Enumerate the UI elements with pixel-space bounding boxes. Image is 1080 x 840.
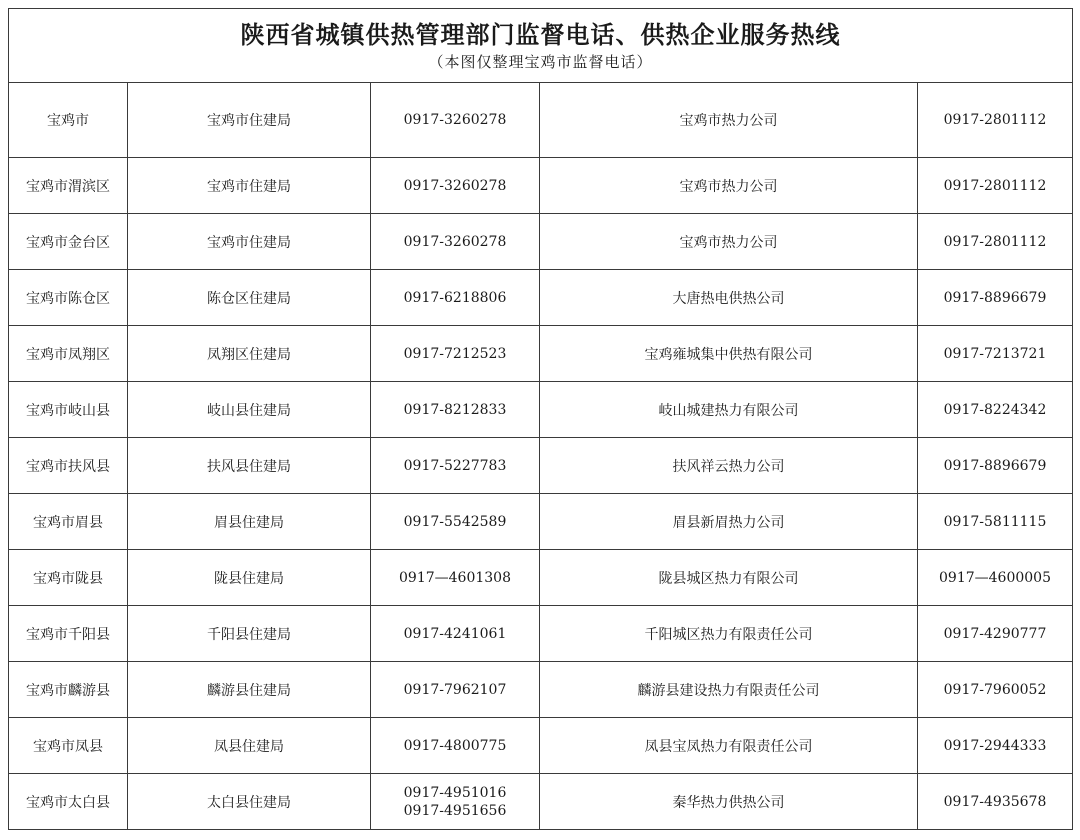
area-cell: 宝鸡市陇县: [9, 550, 128, 606]
bureau-phone-cell: 0917-7212523: [371, 326, 540, 382]
bureau-cell: 扶风县住建局: [128, 438, 371, 494]
area-cell: 宝鸡市千阳县: [9, 606, 128, 662]
table-row: [9, 83, 1073, 158]
table-row: [9, 662, 1073, 718]
company-cell: 宝鸡市热力公司: [540, 214, 918, 270]
company-phone-cell: 0917-7213721: [918, 326, 1073, 382]
company-phone-cell: 0917-2801112: [918, 214, 1073, 270]
area-cell: 宝鸡市陈仓区: [9, 270, 128, 326]
bureau-cell: 眉县住建局: [128, 494, 371, 550]
bureau-cell: 千阳县住建局: [128, 606, 371, 662]
bureau-cell: 凤县住建局: [128, 718, 371, 774]
bureau-cell: 太白县住建局: [128, 774, 371, 830]
page-title: 陕西省城镇供热管理部门监督电话、供热企业服务热线: [240, 20, 841, 49]
area-cell: 宝鸡市岐山县: [9, 382, 128, 438]
bureau-cell: 陇县住建局: [128, 550, 371, 606]
bureau-cell: 陈仓区住建局: [128, 270, 371, 326]
bureau-cell: 宝鸡市住建局: [128, 83, 371, 158]
bureau-cell: 凤翔区住建局: [128, 326, 371, 382]
bureau-phone-cell: 0917-4241061: [371, 606, 540, 662]
company-phone-cell: 0917-5811115: [918, 494, 1073, 550]
area-cell: 宝鸡市渭滨区: [9, 158, 128, 214]
company-cell: 凤县宝凤热力有限责任公司: [540, 718, 918, 774]
table-row: [9, 158, 1073, 214]
table-row: [9, 550, 1073, 606]
bureau-phone-cell: 0917-5542589: [371, 494, 540, 550]
bureau-phone-line-2: 0917-4951656: [403, 802, 507, 819]
table-row: [9, 382, 1073, 438]
bureau-phone-cell: 0917—4601308: [371, 550, 540, 606]
table-row: [9, 494, 1073, 550]
table-row: [9, 326, 1073, 382]
company-cell: 扶风祥云热力公司: [540, 438, 918, 494]
company-cell: 千阳城区热力有限责任公司: [540, 606, 918, 662]
table-row: [9, 606, 1073, 662]
company-phone-cell: 0917-8896679: [918, 438, 1073, 494]
area-cell: 宝鸡市扶风县: [9, 438, 128, 494]
area-cell: 宝鸡市麟游县: [9, 662, 128, 718]
company-phone-cell: 0917-2944333: [918, 718, 1073, 774]
area-cell: 宝鸡市: [9, 83, 128, 158]
page-subtitle: （本图仅整理宝鸡市监督电话）: [428, 52, 653, 71]
table-row: [9, 270, 1073, 326]
company-phone-cell: 0917-8896679: [918, 270, 1073, 326]
bureau-phone-cell: 0917-5227783: [371, 438, 540, 494]
company-cell: 宝鸡市热力公司: [540, 83, 918, 158]
bureau-cell: 麟游县住建局: [128, 662, 371, 718]
company-phone-cell: 0917-2801112: [918, 83, 1073, 158]
bureau-phone-cell: 0917-3260278: [371, 158, 540, 214]
bureau-phone-cell: 0917-3260278: [371, 83, 540, 158]
table-header: [9, 9, 1073, 83]
company-cell: 秦华热力供热公司: [540, 774, 918, 830]
company-cell: 眉县新眉热力公司: [540, 494, 918, 550]
bureau-phone-cell: 0917-8212833: [371, 382, 540, 438]
table-row: [9, 774, 1073, 830]
area-cell: 宝鸡市凤县: [9, 718, 128, 774]
bureau-phone-line: 0917-4951016: [403, 784, 507, 801]
hotline-table: [8, 8, 1073, 830]
company-phone-cell: 0917-4935678: [918, 774, 1073, 830]
bureau-cell: 宝鸡市住建局: [128, 158, 371, 214]
bureau-phone-cell: 0917-4800775: [371, 718, 540, 774]
company-phone-cell: 0917-2801112: [918, 158, 1073, 214]
table-row: [9, 214, 1073, 270]
bureau-cell: 宝鸡市住建局: [128, 214, 371, 270]
bureau-phone-cell: 0917-7962107: [371, 662, 540, 718]
bureau-phone-cell: 0917-6218806: [371, 270, 540, 326]
bureau-phone-cell: [371, 774, 540, 830]
company-cell: 宝鸡市热力公司: [540, 158, 918, 214]
bureau-phone-cell: 0917-3260278: [371, 214, 540, 270]
bureau-cell: 岐山县住建局: [128, 382, 371, 438]
table-row: [9, 438, 1073, 494]
company-cell: 大唐热电供热公司: [540, 270, 918, 326]
table-row: [9, 718, 1073, 774]
area-cell: 宝鸡市眉县: [9, 494, 128, 550]
company-phone-cell: 0917-8224342: [918, 382, 1073, 438]
company-cell: 岐山城建热力有限公司: [540, 382, 918, 438]
area-cell: 宝鸡市凤翔区: [9, 326, 128, 382]
company-phone-cell: 0917-7960052: [918, 662, 1073, 718]
area-cell: 宝鸡市太白县: [9, 774, 128, 830]
company-cell: 麟游县建设热力有限责任公司: [540, 662, 918, 718]
company-phone-cell: 0917-4290777: [918, 606, 1073, 662]
area-cell: 宝鸡市金台区: [9, 214, 128, 270]
company-phone-cell: 0917—4600005: [918, 550, 1073, 606]
company-cell: 宝鸡雍城集中供热有限公司: [540, 326, 918, 382]
company-cell: 陇县城区热力有限公司: [540, 550, 918, 606]
